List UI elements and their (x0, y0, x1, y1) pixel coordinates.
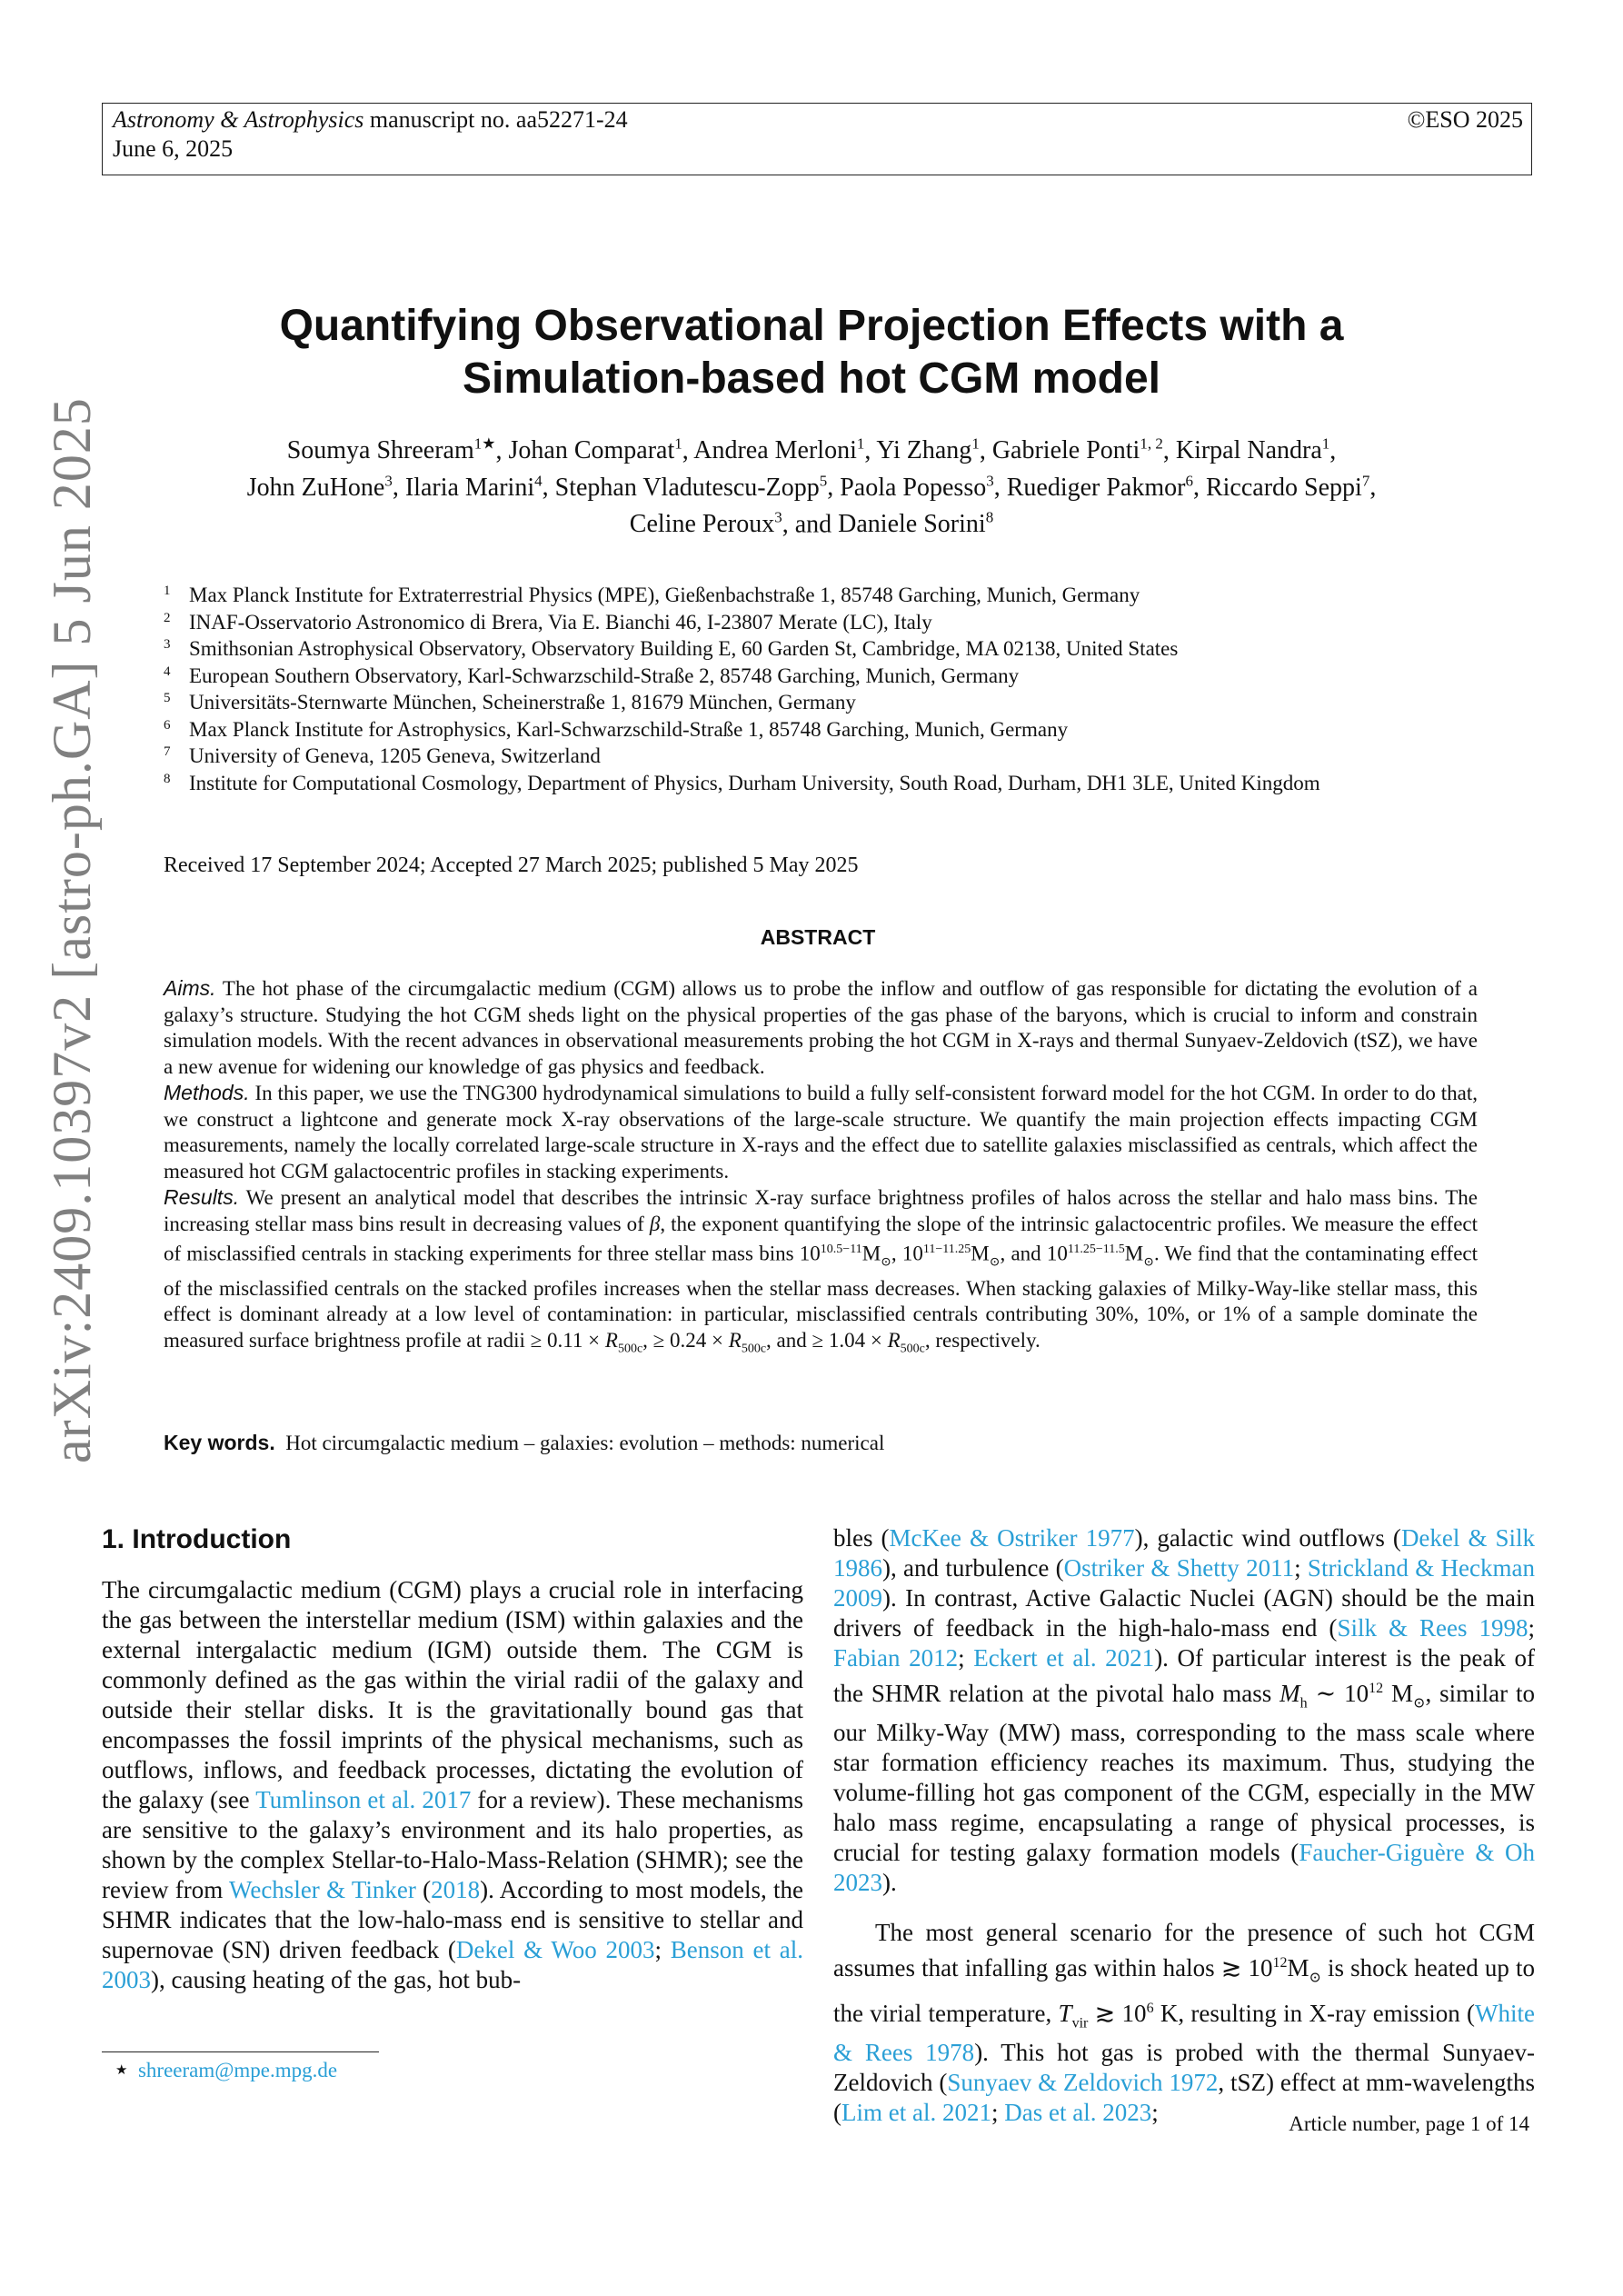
star-icon: ★ (115, 2063, 128, 2078)
citation-link[interactable]: Lim et al. 2021 (841, 2099, 991, 2127)
paper-title (154, 300, 1469, 405)
author: John ZuHone$^3$ (246, 472, 393, 502)
citation-link[interactable]: Fabian 2012 (833, 1644, 959, 1672)
citation-link[interactable]: Dekel & Woo 2003 (455, 1936, 655, 1963)
citation-link[interactable]: Das et al. 2023 (1004, 2099, 1152, 2127)
author: Celine Peroux$^3$ (629, 508, 782, 538)
affiliation: 8 Institute for Computational Cosmology, Department of Physics, Durham University, South Road, Durham, DH1 3LE, United Kingdom (164, 771, 1320, 794)
header-date: June 6, 2025 (113, 135, 234, 162)
author: Soumya Shreeram$^{1★}$ (286, 435, 496, 465)
email-link[interactable]: shreeram@mpe.mpg.de (137, 2059, 338, 2081)
affiliation-list (164, 582, 1481, 796)
keywords-label: Key words. (164, 1431, 275, 1454)
citation-link[interactable]: Dekel & Silk 1986 (833, 1524, 1536, 1582)
citation-link[interactable]: Sunyaev & Zeldovich 1972 (947, 2069, 1219, 2097)
affiliation: 5 Universitäts-Sternwarte München, Scheinerstraße 1, 81679 München, Germany (164, 691, 856, 714)
affiliation: 2 INAF-Osservatorio Astronomico di Brera, Via E. Bianchi 46, I-23807 Merate (LC), Italy (164, 610, 932, 634)
citation-link[interactable]: Ostriker & Shetty 2011 (1063, 1554, 1295, 1582)
author: Gabriele Ponti$^{1, 2}$ (991, 435, 1163, 465)
journal-name: Astronomy & Astrophysics (113, 106, 364, 133)
author: Andrea Merloni$^1$ (693, 435, 865, 465)
citation-link[interactable]: Strickland & Heckman 2009 (833, 1554, 1535, 1612)
citation-link[interactable]: Eckert et al. 2021 (973, 1644, 1155, 1672)
footnote (115, 2058, 337, 2083)
affiliation: 4 European Southern Observatory, Karl-Schwarzschild-Straße 2, 85748 Garching, Munich, Germany (164, 664, 1020, 687)
affiliation: 3 Smithsonian Astrophysical Observatory, Observatory Building E, 60 Garden St, Cambridge, MA 02138, United States (164, 637, 1179, 660)
abstract-body (164, 975, 1478, 1363)
page-number: Article number, page 1 of 14 (1289, 2112, 1529, 2135)
title-line-2: Simulation-based hot CGM model (462, 354, 1161, 403)
footnote-rule (102, 2051, 379, 2052)
keywords (164, 1430, 884, 1456)
intro-paragraph: bles (McKee & Ostriker 1977), galactic wind outflows (Dekel & Silk 1986), and turbulence (Ostriker & Shetty 2011; Strickland & Heckman 2009). In contrast, Active Galactic Nuclei (AGN) should be the main drivers of feedback in the high-halo-mass end (Silk & Rees 1998; Fabian 2012; Eckert et al. 2021). Of particular interest is the peak of the SHMR relation at the pivotal halo mass $M_h$ ∼ $10^{12}$ $M_⊙$, similar to our Milky-Way (MW) mass, corresponding to the mass scale where star formation efficiency reaches its maximum. Thus, studying the volume-filling hot gas component of the CGM, especially in the MW halo mass regime, encapsulating a range of physical processes, is crucial for testing galaxy formation models (Faucher-Giguère & Oh 2023). (833, 1524, 1536, 1897)
citation-link[interactable]: Benson et al. 2003 (102, 1936, 803, 1993)
intro-paragraph: The circumgalactic medium (CGM) plays a crucial role in interfacing the gas between the interstellar medium (ISM) within galaxies and the external intergalactic medium (IGM) outside them. The CGM is commonly defined as the gas within the virial radii of the galaxy and outside their stellar disks. It is the gravitationally bound gas that encompasses the fossil imprints of the physical mechanisms, such as outflows, inflows, and feedback processes, dictating the evolution of the galaxy (see Tumlinson et al. 2017 for a review). These mechanisms are sensitive to the galaxy’s environment and its halo properties, as shown by the complex Stellar-to-Halo-Mass-Relation (SHMR); see the review from Wechsler & Tinker (2018). According to most models, the SHMR indicates that the low-halo-mass end is sensitive to stellar and supernovae (SN) driven feedback (Dekel & Woo 2003; Benson et al. 2003), causing heating of the gas, hot bub- (102, 1576, 804, 1993)
authors-and: and (794, 509, 839, 538)
citation-link[interactable]: Faucher-Giguère & Oh 2023 (833, 1839, 1535, 1897)
section-heading: 1. Introduction (102, 1524, 292, 1554)
copyright: ©ESO 2025 (1407, 106, 1523, 133)
citation-link[interactable]: Wechsler & Tinker (229, 1876, 416, 1903)
citation-link[interactable]: Silk & Rees 1998 (1337, 1614, 1528, 1642)
author: Daniele Sorini$^8$ (838, 508, 994, 538)
intro-paragraph: The most general scenario for the presence of such hot CGM assumes that infalling gas within halos ≳ $10^{12}M_⊙$ is shock heated up to the virial temperature, $T_{vir}$ ≳ $10^6$ K, resulting in X-ray emission (White & Rees 1978). This hot gas is probed with the thermal Sunyaev-Zeldovich (Sunyaev & Zeldovich 1972, tSZ) effect at mm-wavelengths (Lim et al. 2021; Das et al. 2023; (833, 1919, 1536, 2127)
affiliation: 6 Max Planck Institute for Astrophysics, Karl-Schwarzschild-Straße 1, 85748 Garching, Munich, Germany (164, 717, 1069, 741)
journal-line (113, 106, 628, 134)
manuscript-number: manuscript no. aa52271-24 (363, 106, 628, 133)
intro-column-right (833, 1523, 1535, 2128)
author: Ruediger Pakmor$^6$ (1006, 472, 1193, 502)
intro-column-left (102, 1575, 803, 1995)
citation-link[interactable]: White & Rees 1978 (833, 1999, 1536, 2067)
affiliation: 1 Max Planck Institute for Extraterrestrial Physics (MPE), Gießenbachstraße 1, 85748 Garching, Munich, Germany (164, 584, 1140, 606)
author: Stephan Vladutescu-Zopp$^5$ (554, 472, 828, 502)
title-line-1: Quantifying Observational Projection Effects with a (279, 302, 1344, 350)
author: Ilaria Marini$^4$ (404, 472, 543, 502)
author: Paola Popesso$^3$ (840, 472, 994, 502)
citation-link[interactable]: Tumlinson et al. 2017 (255, 1786, 472, 1813)
citation-link[interactable]: McKee & Ostriker 1977 (889, 1524, 1135, 1552)
arxiv-sidebar[interactable]: arXiv:2409.10397v2 [astro-ph.GA] 5 Jun 2025 (42, 397, 102, 1463)
abstract-results: Results. We present an analytical model that describes the intrinsic X-ray surface brightness profiles of halos across the stellar and halo mass bins. The increasing stellar mass bins result in decreasing values of β, the exponent quantifying the slope of the intrinsic galactocentric profiles. We measure the effect of misclassified centrals in stacking experiments for three stellar mass bins $10^{10.5-11}M_⊙$, $10^{11-11.25}M_⊙$, and $10^{11.25-11.5}M_⊙$. We find that the contaminating effect of the misclassified centrals on the stacked profiles increases when the stellar mass decreases. When stacking galaxies of Milky-Way-like stellar mass, this effect is dominant already at a low level of contamination: in particular, misclassified centrals contributing 30%, 10%, or 1% of a sample dominate the measured surface brightness profile at radii ≥ $0.11 \times R_{500c}$, ≥ $0.24 \times R_{500c}$, and ≥ $1.04 \times R_{500c}$, respectively. (164, 1185, 1479, 1356)
author: Kirpal Nandra$^1$ (1175, 435, 1330, 465)
abstract-aims: Aims. The hot phase of the circumgalactic medium (CGM) allows us to probe the inflow and outflow of gas responsible for dictating the evolution of a galaxy’s structure. Studying the hot CGM sheds light on the physical properties of the gas phase of the baryons, which is crucial to inform and constrain simulation models. With the recent advances in observational measurements probing the hot CGM in X-rays and thermal Sunyaev-Zeldovich (tSZ), we have a new avenue for widening our knowledge of gas physics and feedback. (164, 976, 1478, 1078)
author: Yi Zhang$^1$ (876, 435, 980, 465)
affiliation: 7 University of Geneva, 1205 Geneva, Switzerland (164, 744, 601, 767)
author: Johan Comparat$^1$ (508, 435, 682, 465)
author: Riccardo Seppi$^7$ (1205, 472, 1370, 502)
author-list: Soumya Shreeram$^{1★}$, Johan Comparat$^1$, Andrea Merloni$^1$, Yi Zhang$^1$, Gabriele Ponti$^{1, 2}$, Kirpal Nandra$^1$, John ZuHone$^3$, Ilaria Marini$^4$, Stephan Vladutescu-Zopp$^5$, Paola Popesso$^3$, Ruediger Pakmor$^6$, Riccardo Seppi$^7$, Celine Peroux$^3$, and Daniele Sorini$^8$ (246, 435, 1377, 538)
citation-link[interactable]: 2018 (431, 1876, 481, 1903)
abstract-methods: Methods. In this paper, we use the TNG300 hydrodynamical simulations to build a fully self-consistent forward model for the hot CGM. In order to do that, we construct a lightcone and generate mock X-ray observations of the large-scale structure. We quantify the main projection effects impacting CGM measurements, namely the locally correlated large-scale structure in X-rays and the effect due to satellite galaxies misclassified as centrals, which affect the measured hot CGM galactocentric profiles in stacking experiments. (164, 1081, 1478, 1183)
abstract-heading: ABSTRACT (760, 925, 876, 949)
keywords-text: Hot circumgalactic medium – galaxies: evolution – methods: numerical (274, 1432, 885, 1454)
received-dates: Received 17 September 2024; Accepted 27 March 2025; published 5 May 2025 (164, 854, 859, 877)
